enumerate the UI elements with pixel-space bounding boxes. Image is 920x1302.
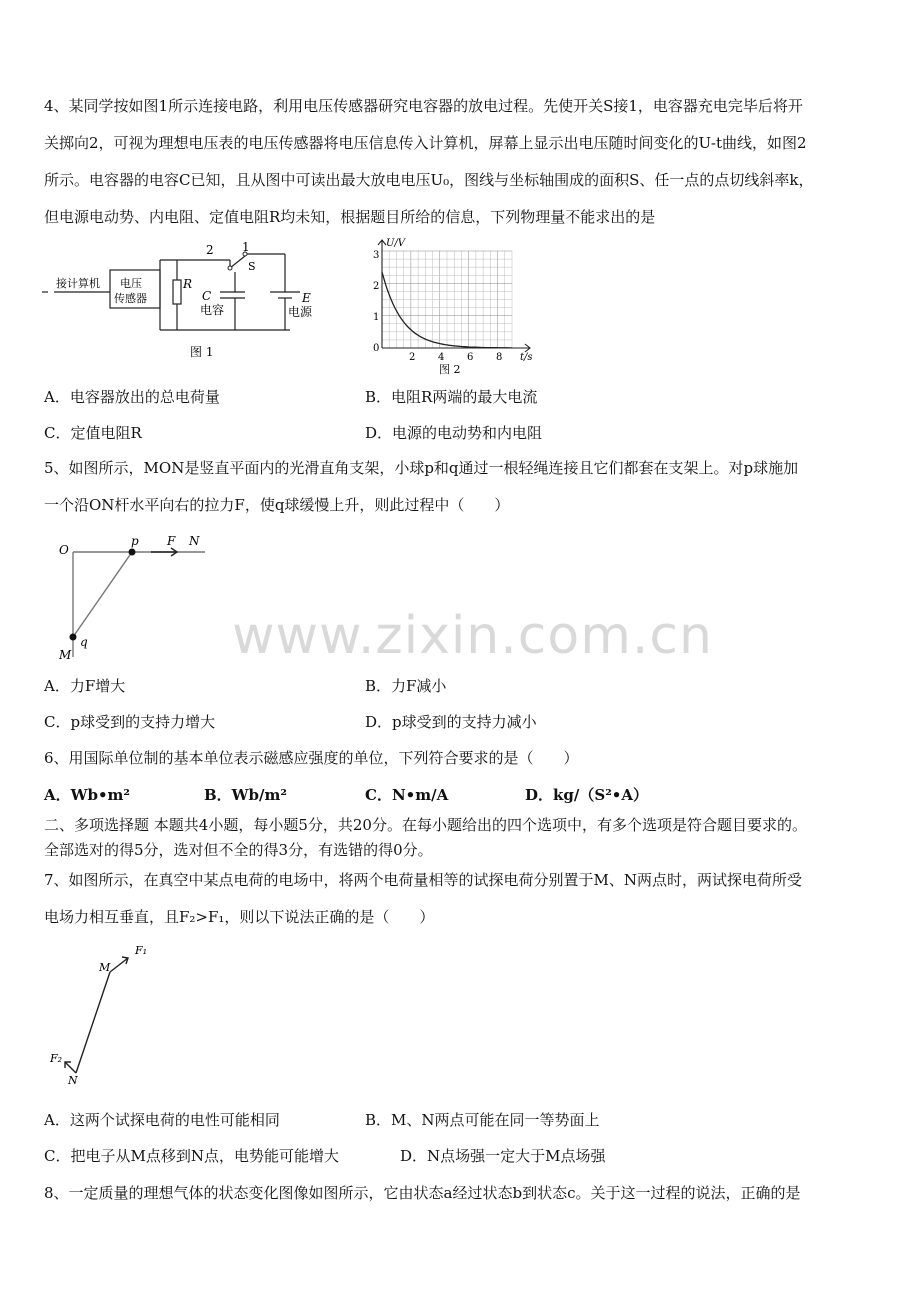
- q7-label-n: N: [68, 1074, 78, 1087]
- fig1-label-e: E: [302, 291, 311, 305]
- fig1-label-source: 电源: [288, 305, 313, 319]
- fig1-label-2: 2: [206, 243, 214, 257]
- q4-option-c[interactable]: C．定值电阻R: [44, 424, 142, 442]
- watermark: www.zixin.com.cn: [232, 606, 713, 666]
- q5-diagram: [55, 532, 215, 664]
- q5-line-1: 5、如图所示，MON是竖直平面内的光滑直角支架，小球p和q通过一根轻绳连接且它们都套在支架上。对p球施加: [44, 459, 799, 477]
- q4-option-a[interactable]: A．电容器放出的总电荷量: [44, 388, 220, 406]
- q5-option-c[interactable]: C．p球受到的支持力增大: [44, 713, 216, 731]
- fig2-xlabel: t/s: [520, 352, 533, 363]
- fig2-ytick-3: 3: [373, 250, 380, 261]
- q5-label-f: F: [167, 534, 176, 548]
- fig1-label-s: S: [248, 260, 256, 273]
- q4-line-2: 关掷向2，可视为理想电压表的电压传感器将电压信息传入计算机，屏幕上显示出电压随时间变化的U-t曲线，如图2: [44, 134, 807, 152]
- q6-option-a[interactable]: A．Wb•m²: [44, 786, 131, 804]
- circuit-diagram: [40, 240, 330, 365]
- q5-label-m: M: [59, 648, 72, 662]
- q5-option-a[interactable]: A．力F增大: [44, 677, 126, 695]
- section2-line-2: 全部选对的得5分，选对但不全的得3分，有选错的得0分。: [44, 841, 433, 859]
- fig1-label-r: R: [183, 277, 193, 291]
- q5-label-n: N: [189, 534, 200, 548]
- q6-line: 6、用国际单位制的基本单位表示磁感应强度的单位，下列符合要求的是（ ）: [44, 749, 579, 767]
- q5-line-2: 一个沿ON杆水平向右的拉力F，使q球缓慢上升，则此过程中（ ）: [44, 496, 510, 514]
- q6-option-b[interactable]: B．Wb/m²: [204, 786, 287, 804]
- q7-option-d[interactable]: D．N点场强一定大于M点场强: [400, 1147, 606, 1165]
- q7-line-2: 电场力相互垂直，且F₂>F₁，则以下说法正确的是（ ）: [44, 908, 435, 926]
- fig2-xtick-8: 8: [496, 352, 503, 363]
- q5-option-d[interactable]: D．p球受到的支持力减小: [365, 713, 537, 731]
- fig2-ylabel: U/V: [386, 238, 406, 249]
- fig2-caption: 图 2: [439, 363, 461, 376]
- q4-line-3: 所示。电容器的电容C已知，且从图中可读出最大放电电压U₀，图线与坐标轴围成的面积S、任一点的点切线斜率k，: [44, 171, 814, 189]
- q7-option-b[interactable]: B．M、N两点可能在同一等势面上: [365, 1111, 600, 1129]
- fig2-ytick-1: 1: [373, 312, 380, 323]
- fig1-label-sensor-2: 传感器: [114, 292, 147, 305]
- fig2-ytick-2: 2: [373, 281, 380, 292]
- fig2-ytick-0: 0: [373, 343, 380, 354]
- q7-option-c[interactable]: C．把电子从M点移到N点，电势能可能增大: [44, 1147, 339, 1165]
- q7-line-1: 7、如图所示，在真空中某点电荷的电场中，将两个电荷量相等的试探电荷分别置于M、N两点时，两试探电荷所受: [44, 871, 803, 889]
- fig1-label-c: C: [202, 289, 212, 303]
- q4-line-1: 4、某同学按如图1所示连接电路，利用电压传感器研究电容器的放电过程。先使开关S接1，电容器充电完毕后将开: [44, 97, 803, 115]
- q7-label-m: M: [99, 961, 111, 974]
- q6-option-d[interactable]: D．kg/（S²•A）: [525, 786, 648, 804]
- q7-option-a[interactable]: A．这两个试探电荷的电性可能相同: [44, 1111, 280, 1129]
- q7-diagram: [44, 938, 164, 1088]
- fig1-label-capacitor: 电容: [200, 303, 225, 317]
- q4-option-d[interactable]: D．电源的电动势和内电阻: [365, 424, 543, 442]
- q7-label-f2: F₂: [50, 1052, 63, 1065]
- fig1-caption: 图 1: [190, 345, 214, 359]
- fig1-label-1: 1: [242, 240, 250, 254]
- q4-option-b[interactable]: B．电阻R两端的最大电流: [365, 388, 538, 406]
- fig2-xtick-4: 4: [438, 352, 445, 363]
- fig2-xtick-6: 6: [467, 352, 474, 363]
- q5-label-o: O: [59, 543, 69, 557]
- ut-graph: [365, 236, 535, 376]
- fig1-label-computer: 接计算机: [56, 277, 100, 290]
- q5-label-q: q: [80, 635, 88, 649]
- fig1-label-sensor-1: 电压: [120, 277, 142, 290]
- section2-line-1: 二、多项选择题 本题共4小题，每小题5分，共20分。在每小题给出的四个选项中，有多个选项是符合题目要求的。: [44, 816, 807, 834]
- q8-line: 8、一定质量的理想气体的状态变化图像如图所示，它由状态a经过状态b到状态c。关于这一过程的说法，正确的是: [44, 1184, 801, 1202]
- q6-option-c[interactable]: C．N•m/A: [365, 786, 449, 804]
- q4-line-4: 但电源电动势、内电阻、定值电阻R均未知，根据题目所给的信息，下列物理量不能求出的是: [44, 208, 656, 226]
- fig2-xtick-2: 2: [409, 352, 416, 363]
- q5-label-p: p: [131, 534, 139, 548]
- q7-label-f1: F₁: [135, 944, 148, 957]
- q5-option-b[interactable]: B．力F减小: [365, 677, 447, 695]
